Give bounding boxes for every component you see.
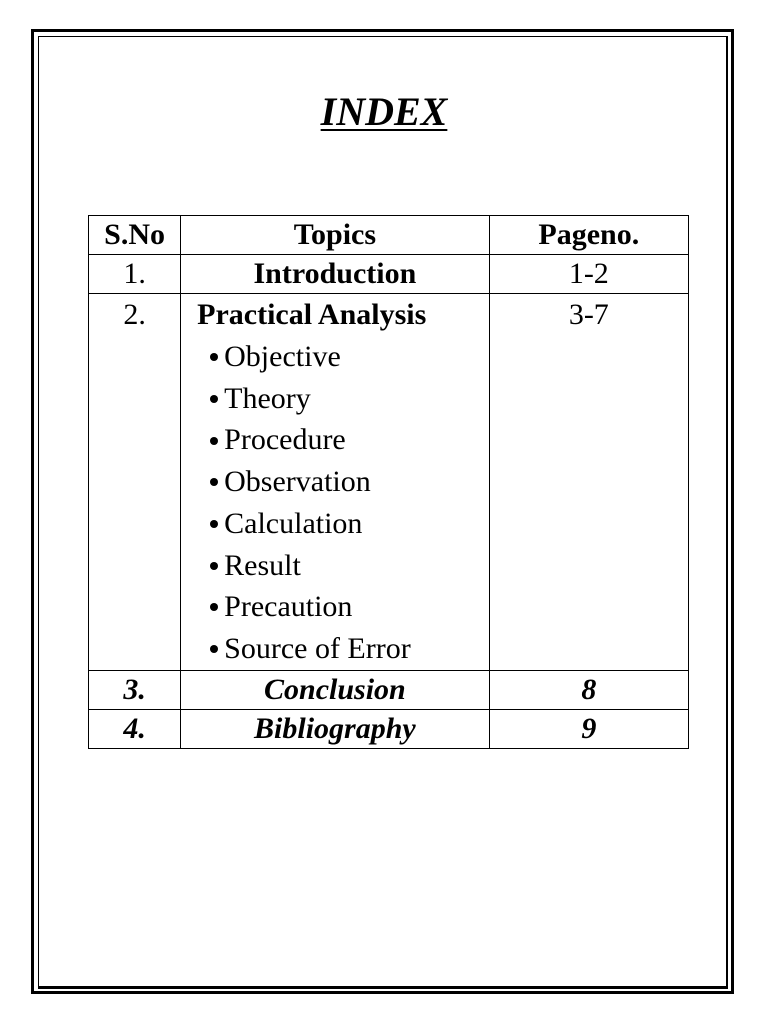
subtopic-label: Theory [224,381,311,415]
subtopic-label: Objective [224,340,341,373]
subtopic-item [210,419,489,461]
subtopic-list [197,336,489,670]
subtopic-item [210,586,489,628]
row-page: 8 [489,670,688,709]
row-page: 9 [489,709,688,748]
bullet-icon [210,353,218,361]
table-row [89,294,689,671]
row-sno: 1. [89,255,181,294]
subtopic-item [210,545,489,587]
row-topic-cell [181,294,490,671]
row-topic: Introduction [181,255,490,294]
subtopic-label: Precaution [224,590,353,624]
header-topics: Topics [181,216,490,255]
bullet-icon [210,520,218,528]
header-pageno: Pageno. [489,216,688,255]
row-topic: Practical Analysis [197,298,427,331]
subtopic-label: Result [224,548,301,582]
subtopic-item [210,461,489,503]
subtopic-item [210,336,489,378]
row-page: 1-2 [489,255,688,294]
topic-block [181,294,489,670]
table-row [89,255,689,294]
page-title: INDEX [320,89,448,134]
header-sno: S.No [89,216,181,255]
subtopic-item [210,503,489,545]
bullet-icon [210,562,218,570]
bullet-icon [210,437,218,445]
subtopic-label: Observation [224,465,371,499]
index-table [88,215,689,749]
row-sno: 3. [89,670,181,709]
bullet-icon [210,478,218,486]
subtopic-label: Procedure [224,423,346,457]
row-topic: Bibliography [181,709,490,748]
row-sno: 4. [89,709,181,748]
bullet-icon [210,603,218,611]
subtopic-label: Source of Error [224,631,411,665]
row-page: 3-7 [489,294,688,671]
bullet-icon [210,645,218,653]
subtopic-item [210,628,489,670]
table-row [89,709,689,748]
table-row [89,670,689,709]
subtopic-label: Calculation [224,506,363,540]
bullet-icon [210,395,218,403]
subtopic-item [210,378,489,420]
row-sno: 2. [89,294,181,671]
table-header-row [89,216,689,255]
row-topic: Conclusion [181,670,490,709]
